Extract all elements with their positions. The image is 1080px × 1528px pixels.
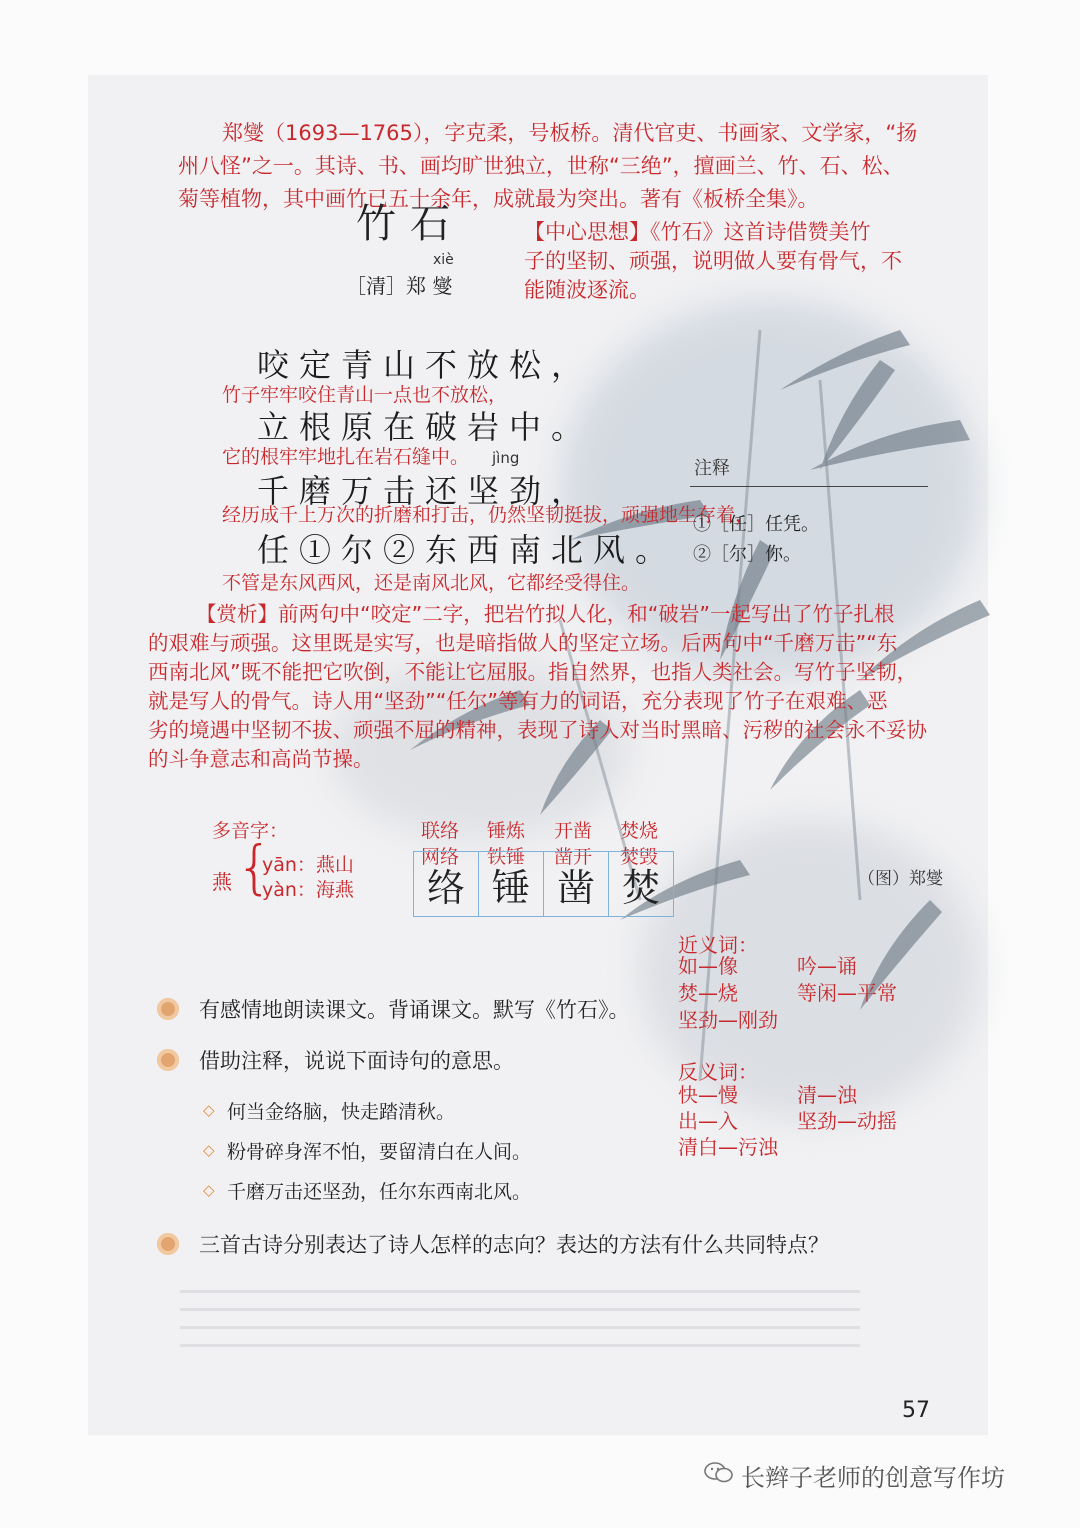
poem-translation: 经历成千上万次的折磨和打击，仍然坚韧挺拔，顽强地生存着， <box>222 504 755 526</box>
new-character: 焚 <box>621 865 660 910</box>
poem-translation: 竹子牢牢咬住青山一点也不放松， <box>222 384 508 406</box>
word-item: 焚毁 <box>620 846 659 868</box>
antonym-item: 清白—污浊 <box>678 1135 778 1159</box>
notes-heading: 注释 <box>694 458 730 479</box>
antonyms-col <box>797 1082 897 1134</box>
appreciation-line: 就是写人的骨气。诗人用“坚劲”“任尔”等有力的词语，充分表现了竹子在艰难、恶 <box>148 689 888 713</box>
exercise-3: 三首古诗分别表达了诗人怎样的志向？表达的方法有什么共同特点？ <box>199 1233 829 1257</box>
new-characters-box <box>413 851 674 917</box>
word-item: 凿开 <box>554 846 593 868</box>
appreciation-line: 劣的境遇中坚韧不拔、顽强不屈的精神，表现了诗人对当时黑暗、污秽的社会永不妥协 <box>148 718 927 742</box>
appreciation-line: 的艰难与顽强。这里既是实写，也是暗指做人的坚定立场。后两句中“千磨万击”“东 <box>148 631 898 655</box>
new-character: 锤 <box>479 852 544 916</box>
exercise-bullet-icon <box>157 1233 179 1255</box>
poem-line: 咬定青山不放松， <box>257 346 594 384</box>
polyphone-heading: 多音字： <box>212 820 289 842</box>
word-item: 联络 <box>421 820 460 842</box>
theme-line: 能随波逐流。 <box>524 278 650 302</box>
exercise-2-item: 千磨万击还坚劲，任尔东西南北风。 <box>227 1181 532 1203</box>
appreciation-line: 的斗争意志和高尚节操。 <box>148 747 374 771</box>
new-character: 凿 <box>544 852 609 916</box>
antonym-item: 出—入 <box>678 1109 738 1133</box>
synonym-item: 焚—烧 <box>678 981 738 1005</box>
antonyms-heading: 反义词： <box>678 1060 758 1084</box>
word-item: 焚烧 <box>620 820 659 842</box>
poem-translation: 它的根牢牢地扎在岩石缝中。 <box>222 446 470 468</box>
watermark-text: 长辫子老师的创意写作坊 <box>741 1464 1005 1492</box>
exercise-1: 有感情地朗读课文。背诵课文。默写《竹石》。 <box>199 998 630 1022</box>
word-item: 网络 <box>421 846 460 868</box>
poem-title: 竹石 <box>356 201 464 247</box>
exercise-bullet-icon <box>157 998 179 1020</box>
note-item: ②［尔］你。 <box>693 544 801 565</box>
poem-line: 千磨万击还坚劲， <box>257 472 594 510</box>
note-item: ①［任］任凭。 <box>693 514 819 535</box>
antonym-item: 坚劲—动摇 <box>797 1109 897 1133</box>
exercise-2-item: 粉骨碎身浑不怕，要留清白在人间。 <box>227 1141 532 1163</box>
wechat-icon <box>704 1461 734 1483</box>
polyphone-reading: yān：燕山 <box>262 854 354 876</box>
author-pinyin: xiè <box>433 252 454 268</box>
figure-caption: （图）郑燮 <box>858 869 943 889</box>
appreciation-text <box>148 600 927 774</box>
antonyms-col <box>678 1082 778 1160</box>
jing-pinyin: jìng <box>492 449 520 467</box>
theme-line: 子的坚韧、顽强，说明做人要有骨气，不 <box>524 249 902 273</box>
exercise-2-item: 何当金络脑，快走踏清秋。 <box>227 1101 456 1123</box>
synonyms-col <box>797 953 897 1007</box>
synonyms-heading: 近义词： <box>678 933 758 957</box>
new-character: 络 <box>414 852 479 916</box>
antonym-item: 快—慢 <box>678 1083 738 1107</box>
poem-line: 立根原在破岩中。 <box>257 408 594 446</box>
diamond-icon: ◇ <box>203 1141 215 1159</box>
intro-line: 菊等植物，其中画竹已五十余年，成就最为突出。著有《板桥全集》。 <box>178 187 819 211</box>
intro-line: 郑燮（1693—1765），字克柔，号板桥。清代官吏、书画家、文学家，“扬 <box>222 121 918 145</box>
poem-author: ［清］郑 燮 <box>346 274 453 298</box>
diamond-icon: ◇ <box>203 1101 215 1119</box>
exercise-2: 借助注释，说说下面诗句的意思。 <box>199 1049 514 1073</box>
synonym-item: 吟—诵 <box>797 954 857 978</box>
theme-line: 【中心思想】《竹石》这首诗借赞美竹 <box>524 220 871 244</box>
curly-brace: { <box>236 833 273 901</box>
notes-divider <box>690 486 928 487</box>
bleed-through-texture <box>180 1290 860 1360</box>
synonyms-col <box>678 953 778 1034</box>
polyphone-char: 燕 <box>212 870 232 894</box>
poem-translation: 不管是东风西风，还是南风北风，它都经受得住。 <box>222 572 641 594</box>
polyphone-reading: yàn：海燕 <box>262 879 354 901</box>
synonym-item: 坚劲—刚劲 <box>678 1008 778 1032</box>
appreciation-line: 西南北风”既不能把它吹倒，不能让它屈服。指自然界，也指人类社会。写竹子坚韧， <box>148 660 918 684</box>
word-item: 锤炼 <box>487 820 526 842</box>
synonym-item: 如—像 <box>678 954 738 978</box>
appreciation-line: 【赏析】前两句中“咬定”二字，把岩竹拟人化，和“破岩”一起写出了竹子扎根 <box>196 602 895 626</box>
intro-line: 州八怪”之一。其诗、书、画均旷世独立，世称“三绝”，擅画兰、竹、石、松、 <box>178 154 904 178</box>
diamond-icon: ◇ <box>203 1181 215 1199</box>
poem-line: 任①尔②东西南北风。 <box>257 531 678 569</box>
antonym-item: 清—浊 <box>797 1083 857 1107</box>
word-item: 开凿 <box>554 820 593 842</box>
page-number: 57 <box>902 1398 930 1423</box>
word-item: 铁锤 <box>487 846 526 868</box>
synonym-item: 等闲—平常 <box>797 981 897 1005</box>
theme-text <box>524 218 902 305</box>
exercise-bullet-icon <box>157 1049 179 1071</box>
